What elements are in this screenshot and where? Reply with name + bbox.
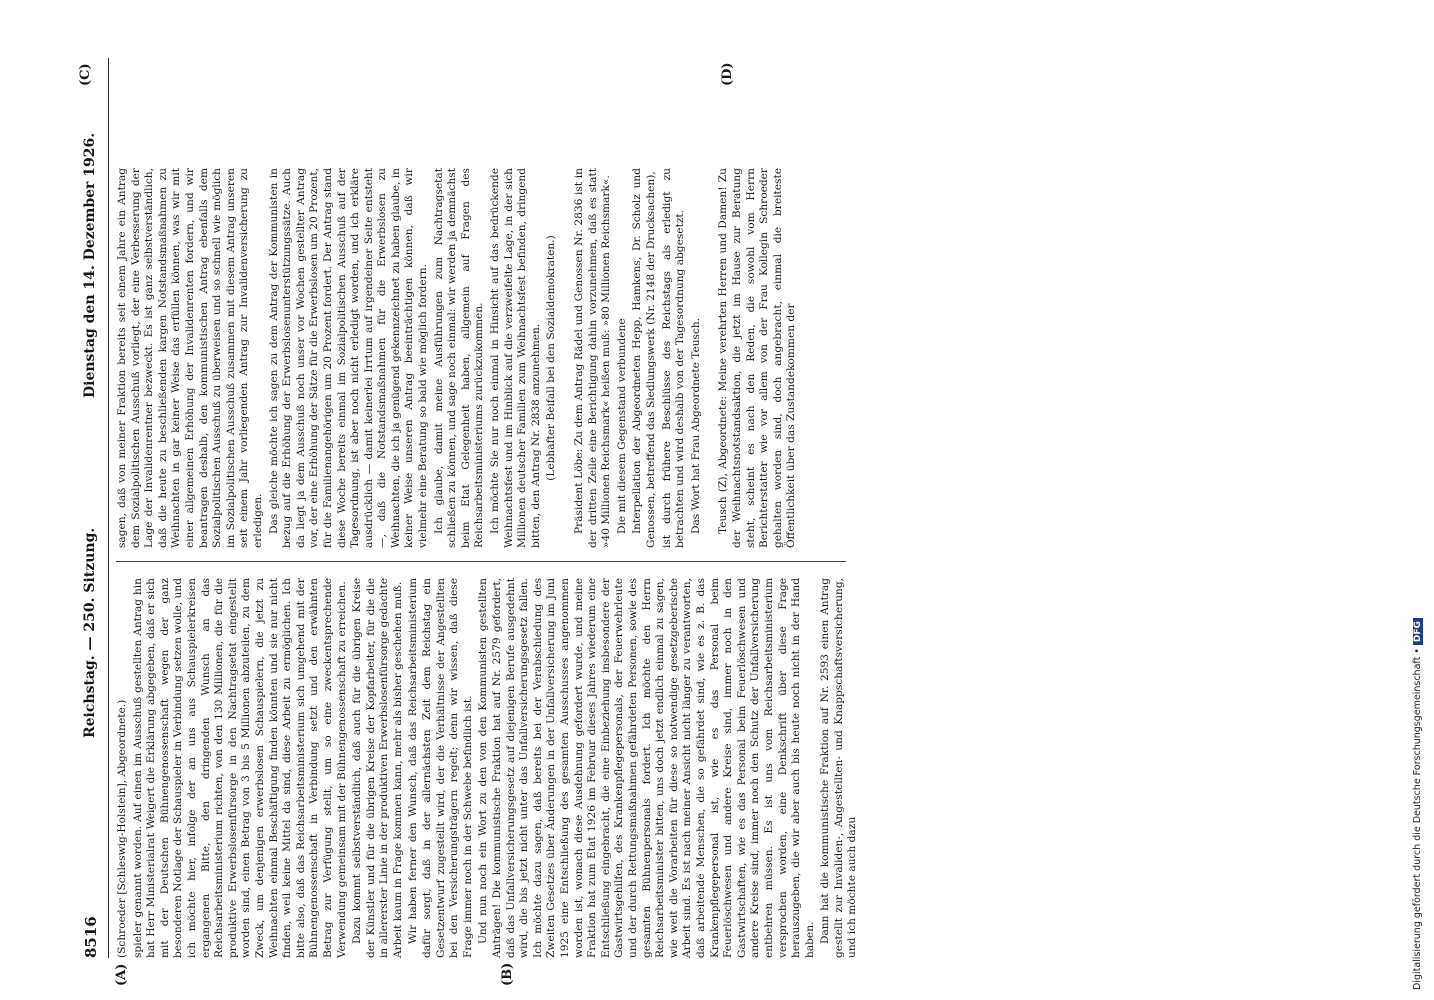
paragraph: sagen, daß von meiner Fraktion bereits seit einem Jahre ein Antrag dem Sozialpolitischen Ausschuß vorliegt, der eine Verbesserung der Lage der Invalidenrentner bezweckt. Es ist ganz selbstverständlich, daß die heute zu beschließenden kargen Notstandsmaßnahmen zu Weihnachten in gar keiner Weise das erfüllen können, was wir mit einer allgemeinen Erhöhung der Invalidenrenten fordern, und wir beantragen deshalb, den kommunistischen Antrag ebenfalls dem Sozialpolitischen Ausschuß zu überweisen und so schnell wie möglich im Sozialpolitischen Ausschuß zusammen mit diesem Antrag unseren seit einem Jahr vorliegenden Antrag zur Invalidenversicherung zu erledigen. xyxy=(116,168,264,548)
paragraph: Die mit diesem Gegenstand verbundene xyxy=(615,318,628,534)
page-number: 8516 xyxy=(82,916,100,958)
paragraph: Das gleiche möchte ich sagen zu dem Antrag der Kommunisten in bezug auf die Erhöhung der Erwerbslosenunterstützungssätze. Auch da liegt ja dem Ausschuß noch unser vor Wochen gestellter Antrag vor, der eine Erhöhung der Sätze für die Erwerbslosen um 20 Prozent, für die Familienangehörigen um 20 Prozent fordert. Der Antrag stand diese Woche bereits einmal im Sozialpolitischen Ausschuß auf der Tagesordnung, ist aber noch nicht erledigt worden, und ich erkläre ausdrücklich — damit keinerlei Irrtum auf irgendeiner Seite entsteht —, daß die Notstandsmaßnahmen für die Erwerbslosen zu Weihnachten, die ich ja genügend gekennzeichnet zu haben glaube, in keiner Weise unseren Antrag beeinträchtigen können, daß wir vielmehr eine Beratung so bald wie möglich fordern. xyxy=(267,168,430,548)
margin-marker-b: (B) xyxy=(500,962,515,986)
paragraph: Das Wort hat Frau Abgeordnete Teusch. xyxy=(689,317,702,534)
paragraph: Ich möchte Sie nur noch einmal in Hinsicht auf das bedrückende Weihnachtsfest und im Hinblick auf die verzweifelte Lage, in der sich Millionen deutscher Familien zum Weihnachtsfest befinden, dringend bitten, den Antrag Nr. 2838 anzunehmen. xyxy=(489,168,542,548)
applause-note: (Lebhafter Beifall bei den Sozialdemokraten.) xyxy=(545,235,558,481)
header-rule xyxy=(108,58,109,958)
header-date: Dienstag den 14. Dezember 1926. xyxy=(82,132,98,398)
paragraph: Und nun noch ein Wort zu den von den Kommunisten gestellten Anträgen! Die kommunistische Fraktion hat auf Nr. 2579 gefordert, daß das Unfallversicherungsgesetz auf diejenigen Berufe ausgedehnt wird, die bis jetzt nicht unter das Unfallversicherungsgesetz fallen. Ich möchte dazu sagen, daß bereits bei der Verabschiedung des Zweiten Gesetzes über Änderungen in der Unfallversicherung im Juni 1925 eine Entschließung des gesamten Ausschusses angenommen worden ist, wonach diese Ausdehnung gefordert wurde, und meine Fraktion hat zum Etat 1926 im Februar dieses Jahres wiederum eine Entschließung eingebracht, die eine Einbeziehung insbesondere der Gastwirtsgehilfen, des Krankenpflegepersonals, der Feuerwehrleute und der durch Rettungsmaßnahmen gefährdeten Personen, sowie des gesamten Bühnenpersonals fordert. Ich möchte den Herrn Reichsarbeitsminister bitten, uns doch jetzt endlich einmal zu sagen, wie weit die Vorarbeiten für diese so notwendige gesetzgeberische Arbeit sind. Es ist nach meiner Ansicht nicht länger zu verantworten, daß arbeitende Menschen, die so gefährdet sind, wie es z. B. das Krankenpflegepersonal ist, wie es das Personal beim Feuerlöschwesen und andere Kreise sind, immer noch in den Gastwirtschaften, wie es das Personal beim Feuerlöschwesen und andere Kreise sind, immer noch den Schutz der Unfallversicherung entbehren müssen. Es ist uns vom Reichsarbeitsministerium versprochen worden, eine Denkschrift über diese Frage herauszugeben, die wir aber auch bis heute noch nicht in der Hand haben. xyxy=(477,578,816,958)
paragraph: Dazu kommt selbstverständlich, daß auch für die übrigen Kreise der Künstler und für die übrigen Kreise der Kopfarbeiter, für die die in allererster Linie in der produktiven Erwerbslosenfürsorge gedachte Arbeit kaum in Frage kommen kann, mehr als bisher geschehen muß. xyxy=(351,578,404,958)
margin-marker-d: (D) xyxy=(720,62,735,86)
column-right xyxy=(116,168,801,548)
paragraph: Ich glaube, damit meine Ausführungen zum Nachtragsetat schließen zu können, und sage noch einmal: wir werden ja demnächst beim Etat Gelegenheit haben, allgemein auf Fragen des Reichsarbeitsministeriums zurückzukommen. xyxy=(432,168,486,548)
digitization-credit xyxy=(1412,618,1423,990)
page-header xyxy=(80,58,104,958)
paragraph: Dann hat die kommunistische Fraktion auf Nr. 2593 einen Antrag gestellt zur Invaliden-, Angestellten- und Knappschaftsversicherung, und ich möchte auch dazu xyxy=(819,578,859,958)
column-divider xyxy=(116,561,846,562)
header-session: Reichstag. — 250. Sitzung. xyxy=(82,527,98,738)
paragraph: Interpellation der Abgeordneten Hepp, Hamkens, Dr. Scholz und Genossen, betreffend das Siedlungswerk (Nr. 2148 der Drucksachen), xyxy=(631,168,657,548)
paragraph: Wir haben ferner den Wunsch, daß das Reichsarbeitsministerium dafür sorgt, daß in der allernächsten Zeit dem Reichstag ein Gesetzentwurf zugestellt wird, der die Verhältnisse der Angestellten bei den Versicherungsträgern regelt; denn wir wissen, daß diese Frage immer noch in der Schwebe befindlich ist. xyxy=(407,578,474,958)
dfg-logo: DFG xyxy=(1413,618,1423,645)
column-left xyxy=(116,578,862,958)
paragraph: spieler genannt worden. Auf einen im Ausschuß gestellten Antrag hin hat Herr Ministerialrat Weigert die Erklärung abgegeben, daß er sich mit der Deutschen Bühnengenossenschaft wegen der ganz besonderen Notlage der Schauspieler in Verbindung setzen wolle, und ich möchte hier, infolge der an uns aus Schauspielerkreisen ergangenen Bitte, den dringenden Wunsch an das Reichsarbeitsministerium richten, von den 130 Millionen, die für die produktive Erwerbslosenfürsorge in den Nachtragsetat eingestellt worden sind, einen Betrag von 3 bis 5 Millionen abzuteilen, zu dem Zweck, um denjenigen erwerbslosen Schauspielern, die jetzt zu Weihnachten einmal Beschäftigung finden könnten und sie nur nicht finden, weil keine Mittel da sind, diese Arbeit zu ermöglichen. Ich bitte also, daß das Reichsarbeitsministerium sich umgehend mit der Bühnengenossenschaft in Verbindung setzt und den erwähnten Betrag zur Verfügung stellt, um so eine zweckentsprechende Verwendung gemeinsam mit der Bühnengenossenschaft zu erreichen. xyxy=(131,578,348,958)
paragraph: Teusch (Z), Abgeordnete: Meine verehrten Herren und Damen! Zu der Weihnachtsnotstandsaktion, die jetzt im Hause zur Beratung steht, scheint es nach den Reden, die sowohl vom Herrn Berichterstatter wie vor allem von der Frau Kollegin Schroeder gehalten worden sind, doch angebracht, einmal die breiteste Öffentlichkeit über das Zustandekommen der xyxy=(717,168,798,548)
margin-marker-a: (A) xyxy=(114,963,129,986)
margin-marker-c: (C) xyxy=(78,63,93,86)
rotated-page xyxy=(78,58,860,986)
paragraph: ist durch frühere Beschlüsse des Reichstags als erledigt zu betrachten und wird deshalb von der Tagesordnung abgesetzt. xyxy=(660,168,687,548)
paragraph: Präsident Löbe: Zu dem Antrag Rädel und Genossen Nr. 2836 ist in der dritten Zeile eine Berichtigung dahin vorzunehmen, daß es statt »40 Millionen Reichsmark« heißen muß: »80 Millionen Reichsmark«. xyxy=(573,168,613,548)
speaker-attribution: (Schroeder [Schleswig-Holstein], Abgeordnete.) xyxy=(116,699,128,958)
credit-text: Digitalisierung gefördert durch die Deutsche Forschungsgemeinschaft • xyxy=(1412,648,1423,990)
